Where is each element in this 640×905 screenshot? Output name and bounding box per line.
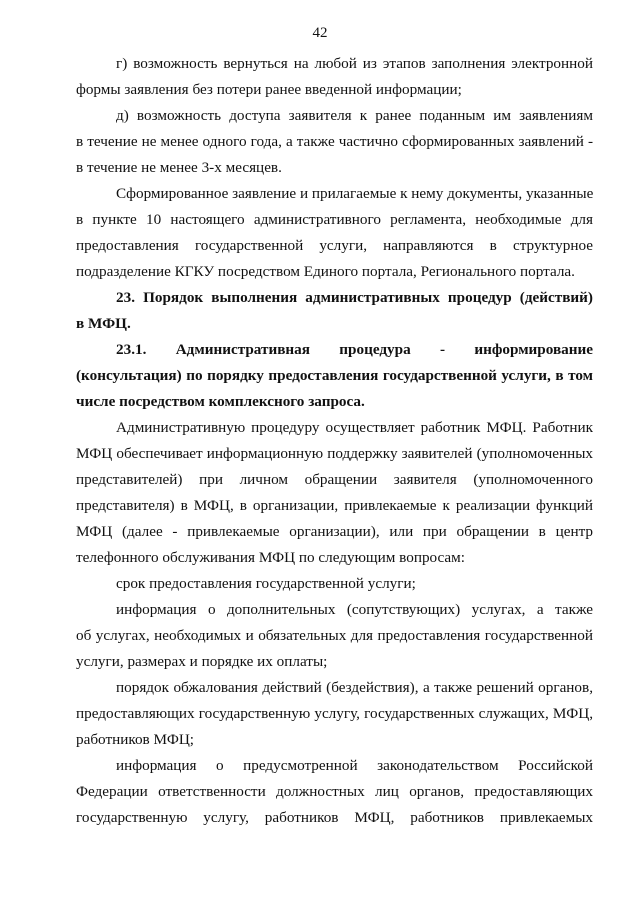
section-heading-line: числе посредством комплексного запроса. [76,393,365,410]
paragraph-line: услуги, размерах и порядке их оплаты; [76,653,328,670]
document-body [76,51,593,831]
paragraph-line: информация о предусмотренной законодательством Российской [116,757,593,774]
section-heading-line: 23. Порядок выполнения административных процедур (действий) [116,289,593,306]
paragraph-line: Сформированное заявление и прилагаемые к нему документы, указанные [116,185,593,202]
paragraph-line: подразделение КГКУ посредством Единого портала, Регионального портала. [76,263,575,280]
paragraph-line: телефонного обслуживания МФЦ по следующим вопросам: [76,549,466,566]
paragraph-line: об услугах, необходимых и обязательных для предоставления государственной [76,627,593,644]
paragraph-line: государственную услугу, работников МФЦ, работников привлекаемых [76,809,593,826]
paragraph-line: представителей) при личном обращении заявителя (уполномоченного [76,471,593,488]
paragraph-line: МФЦ обеспечивает информационную поддержку заявителей (уполномоченных [76,445,593,462]
paragraph-line: порядок обжалования действий (бездействия), а также решений органов, [116,679,593,696]
section-heading-line: (консультация) по порядку предоставления государственной услуги, в том [76,367,593,384]
paragraph-line: в течение не менее одного года, а также частично сформированных заявлений - [76,133,593,150]
paragraph-line: формы заявления без потери ранее введенной информации; [76,81,462,98]
paragraph-line: в пункте 10 настоящего административного регламента, необходимые для [76,211,593,228]
paragraph-line: д) возможность доступа заявителя к ранее поданным им заявлениям [116,107,593,124]
paragraph-line: предоставления государственной услуги, направляются в структурное [76,237,593,254]
paragraph-line: работников МФЦ; [76,731,195,748]
paragraph-line: МФЦ (далее - привлекаемые организации), или при обращении в центр [76,523,593,540]
paragraph-line: в течение не менее 3-х месяцев. [76,159,282,176]
paragraph-line: Административную процедуру осуществляет работник МФЦ. Работник [116,419,593,436]
paragraph-line: представителя) в МФЦ, в организации, привлекаемые к реализации функций [76,497,593,514]
paragraph-line: г) возможность вернуться на любой из этапов заполнения электронной [116,55,593,72]
paragraph-line: информация о дополнительных (сопутствующих) услугах, а также [116,601,593,618]
paragraph-line: предоставляющих государственную услугу, государственных служащих, МФЦ, [76,705,593,722]
section-heading-line: 23.1. Административная процедура - информирование [116,341,593,358]
paragraph-line: Федерации ответственности должностных лиц органов, предоставляющих [76,783,593,800]
section-heading-line: в МФЦ. [76,315,131,332]
paragraph-line: срок предоставления государственной услуги; [116,575,416,592]
page-number: 42 [312,25,328,41]
